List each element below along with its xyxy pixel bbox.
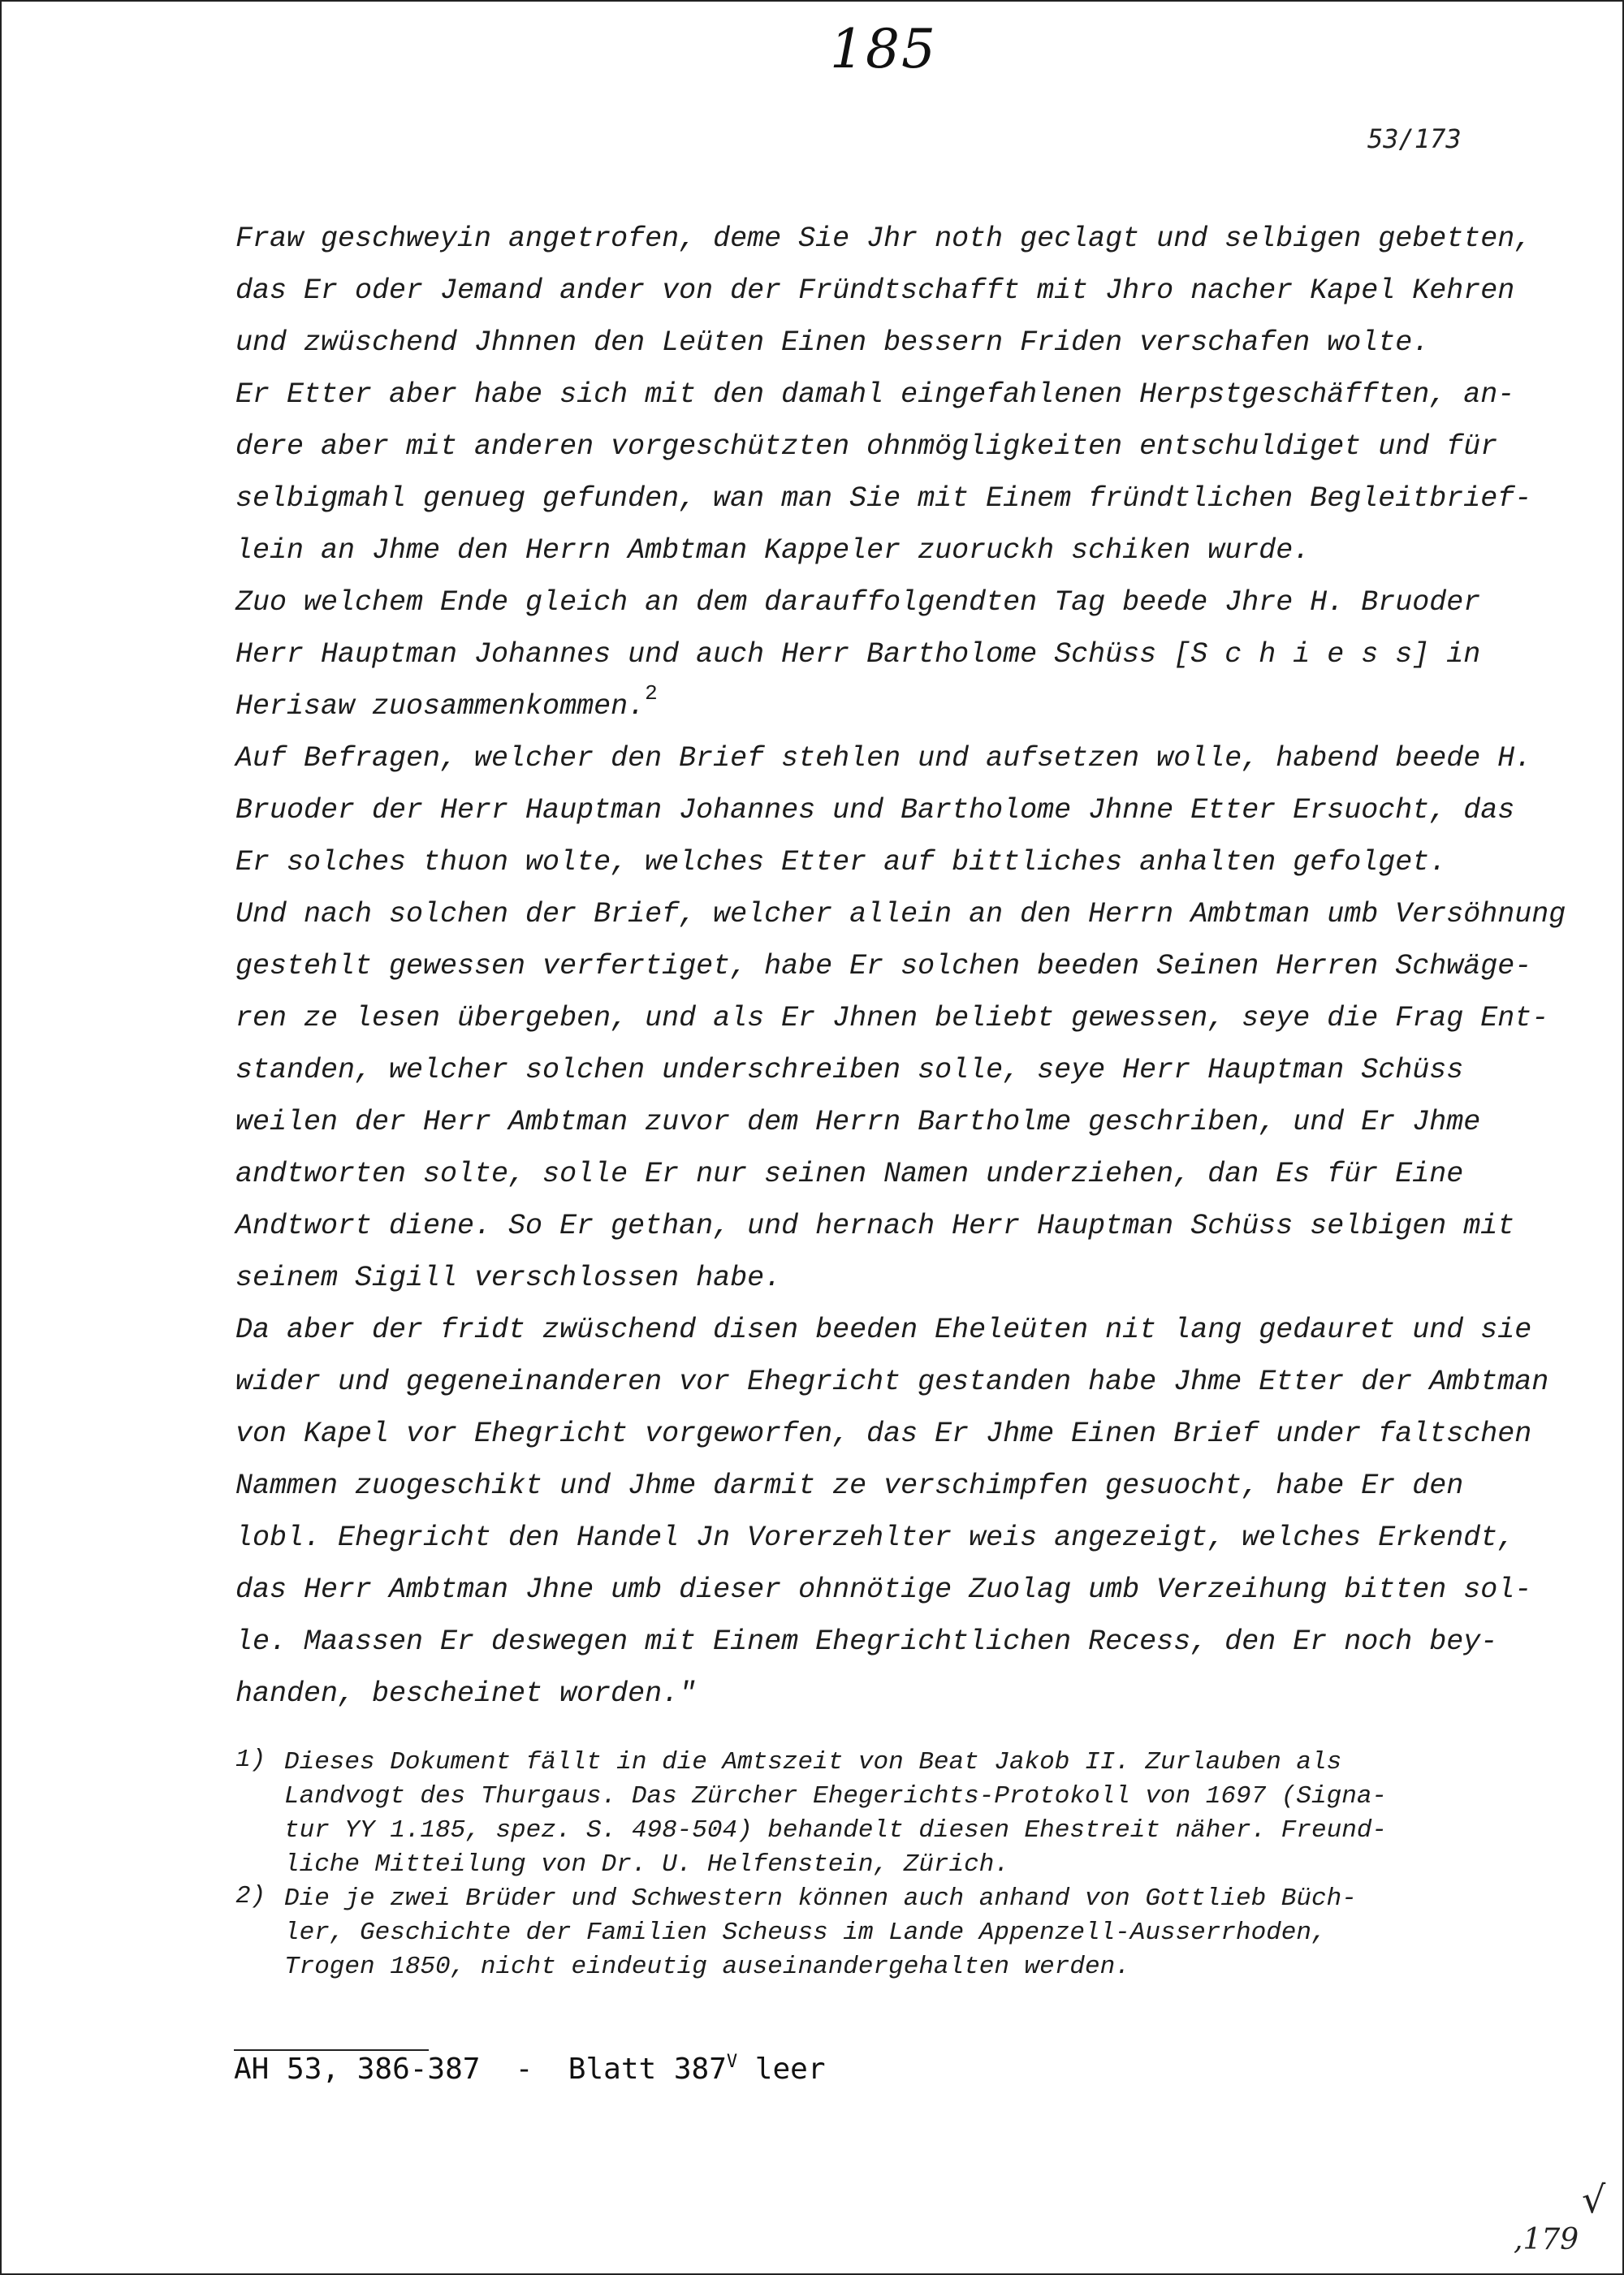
body-line: Er Etter aber habe sich mit den damahl eingefahlenen Herpstgeschäfften, an- [235, 378, 1515, 411]
body-line: Zuo welchem Ende gleich an dem darauffolgendten Tag beede Jhre H. Bruoder [235, 586, 1481, 619]
source-note-suffix: leer [737, 2053, 826, 2086]
body-line: dere aber mit anderen vorgeschützten ohnmögligkeiten entschuldiget und für [235, 430, 1498, 463]
body-line: Da aber der fridt zwüschend disen beeden Eheleüten nit lang gedauret und sie [235, 1314, 1532, 1346]
body-line-text: Herisaw zuosammenkommen. [235, 690, 646, 723]
handwritten-folio-number: 185 [830, 18, 937, 80]
body-line-with-footnote [235, 680, 1535, 732]
body-line: seinem Sigill verschlossen habe. [235, 1262, 782, 1294]
page-reference: 53/173 [1367, 123, 1462, 154]
footnote-line: Trogen 1850, nicht eindeutig auseinandergehalten werden. [284, 1953, 1130, 1981]
footnotes [235, 1746, 1502, 1984]
body-line: Andtwort diene. So Er gethan, und hernach Herr Hauptman Schüss selbigen mit [235, 1210, 1515, 1242]
body-line: Und nach solchen der Brief, welcher allein an den Herrn Ambtman umb Versöhnung [235, 898, 1566, 930]
body-line: Bruoder der Herr Hauptman Johannes und Bartholome Jhnne Etter Ersuocht, das [235, 794, 1515, 827]
body-line: andtworten solte, solle Er nur seinen Namen underziehen, dan Es für Eine [235, 1158, 1464, 1190]
body-line: standen, welcher solchen underschreiben solle, seye Herr Hauptman Schüss [235, 1054, 1464, 1086]
footnote-line: Dieses Dokument fällt in die Amtszeit von Beat Jakob II. Zurlauben als [284, 1748, 1342, 1776]
footnote-line: liche Mitteilung von Dr. U. Helfenstein, Zürich. [284, 1850, 1009, 1879]
body-line: wider und gegeneinanderen vor Ehegricht gestanden habe Jhme Etter der Ambtman [235, 1366, 1549, 1398]
body-line: Fraw geschweyin angetrofen, deme Sie Jhr noth geclagt und selbigen gebetten, [235, 222, 1532, 255]
footnote-line: Landvogt des Thurgaus. Das Zürcher Ehegerichts-Protokoll von 1697 (Signa- [284, 1782, 1388, 1811]
body-line: gestehlt gewessen verfertiget, habe Er solchen beeden Seinen Herren Schwäge- [235, 950, 1532, 982]
body-line: le. Maassen Er deswegen mit Einem Ehegrichtlichen Recess, den Er noch bey- [235, 1625, 1498, 1658]
source-divider [234, 2049, 429, 2051]
footnote-number: 2) [235, 1882, 266, 1910]
body-line: von Kapel vor Ehegricht vorgeworfen, das Er Jhme Einen Brief under faltschen [235, 1418, 1532, 1450]
body-line: und zwüschend Jhnnen den Leüten Einen bessern Friden verschafen wolte. [235, 326, 1430, 359]
footnote-text [284, 1746, 1502, 1882]
body-line: selbigmahl genueg gefunden, wan man Sie mit Einem fründtlichen Begleitbrief- [235, 482, 1532, 515]
footnote-number: 1) [235, 1746, 266, 1774]
body-line: Auf Befragen, welcher den Brief stehlen und aufsetzen wolle, habend beede H. [235, 742, 1532, 775]
body-line: Nammen zuogeschikt und Jhme darmit ze verschimpfen gesuocht, habe Er den [235, 1470, 1464, 1502]
source-note-text: AH 53, 386-387 - Blatt 387 [234, 2053, 727, 2086]
footnote-line: ler, Geschichte der Familien Scheuss im Lande Appenzell-Ausserrhoden, [284, 1919, 1327, 1947]
source-note-superscript: V [726, 2052, 738, 2072]
body-line: handen, bescheinet worden." [235, 1677, 697, 1710]
footnote-line: Die je zwei Brüder und Schwestern können auch anhand von Gottlieb Büch- [284, 1884, 1357, 1913]
body-line: weilen der Herr Ambtman zuvor dem Herrn Bartholme geschriben, und Er Jhme [235, 1106, 1481, 1138]
footnote-marker: 2 [645, 681, 658, 706]
body-line: ren ze lesen übergeben, und als Er Jhnen beliebt gewessen, seye die Frag Ent- [235, 1002, 1549, 1034]
body-line: das Herr Ambtman Jhne umb dieser ohnnötige Zuolag umb Verzeihung bitten sol- [235, 1574, 1532, 1606]
body-line: Er solches thuon wolte, welches Etter auf bittliches anhalten gefolget. [235, 846, 1447, 878]
checkmark-icon: √ [1582, 2178, 1606, 2221]
body-line: lein an Jhme den Herrn Ambtman Kappeler zuoruckh schiken wurde. [235, 534, 1311, 567]
document-body [235, 213, 1566, 1720]
footnote-line: tur YY 1.185, spez. S. 498-504) behandelt diesen Ehestreit näher. Freund- [284, 1816, 1388, 1845]
handwritten-bottom-number: ,179 [1514, 2223, 1579, 2256]
footnote [235, 1882, 1502, 1984]
source-note [234, 2053, 826, 2086]
footnote-text [284, 1882, 1502, 1984]
body-line: das Er oder Jemand ander von der Fründtschafft mit Jhro nacher Kapel Kehren [235, 274, 1515, 307]
body-line: lobl. Ehegricht den Handel Jn Vorerzehlter weis angezeigt, welches Erkendt, [235, 1522, 1515, 1554]
body-line: Herr Hauptman Johannes und auch Herr Bartholome Schüss [S c h i e s s] in [235, 638, 1481, 671]
footnote [235, 1746, 1502, 1882]
